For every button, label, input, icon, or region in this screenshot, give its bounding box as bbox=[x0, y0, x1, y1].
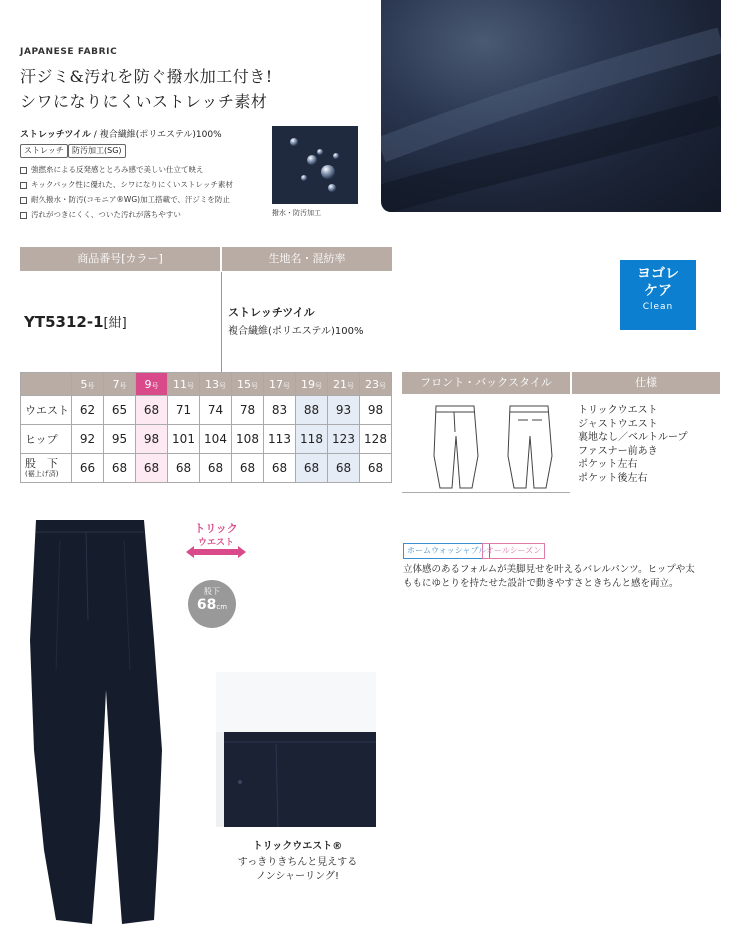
pants-sketches bbox=[402, 396, 570, 493]
size-cell: 68 bbox=[264, 454, 296, 483]
size-row bbox=[21, 425, 392, 454]
size-cell: 68 bbox=[136, 396, 168, 425]
size-cell: 104 bbox=[200, 425, 232, 454]
size-row bbox=[21, 396, 392, 425]
size-cell: 66 bbox=[72, 454, 104, 483]
waist-detail-photo bbox=[216, 672, 376, 827]
trick-logo-line2: ウエスト bbox=[197, 538, 235, 548]
size-table bbox=[20, 372, 392, 483]
water-drop-image bbox=[272, 126, 358, 204]
size-cell: 95 bbox=[104, 425, 136, 454]
spec-item: トリックウエスト bbox=[578, 405, 658, 416]
clean-badge: ヨゴレ ケア Clean bbox=[620, 260, 696, 330]
spec-item: ジャストウエスト bbox=[578, 418, 658, 430]
divider bbox=[221, 272, 222, 372]
size-header-9: 9号 bbox=[136, 373, 168, 396]
product-description: 立体感のあるフォルムが美脚見せを叶えるバレルパンツ。ヒップや太ももにゆとりを持たせた設計で動きやすさときちんと感を両立。 bbox=[403, 564, 695, 589]
fabric-composition: 複合繊維(ポリエステル)100% bbox=[99, 130, 222, 140]
size-cell: 92 bbox=[72, 425, 104, 454]
size-cell: 68 bbox=[168, 454, 200, 483]
size-cell: 68 bbox=[328, 454, 360, 483]
feature-item: 強撚糸による反発感ととろみ感で美しい仕立て映え bbox=[20, 164, 204, 175]
size-cell: 108 bbox=[232, 425, 264, 454]
spec-list bbox=[578, 404, 688, 485]
size-cell: 128 bbox=[360, 425, 392, 454]
fabric-name: ストレッチツイル bbox=[20, 130, 91, 140]
size-cell: 71 bbox=[168, 396, 200, 425]
size-header-15: 15号 bbox=[232, 373, 264, 396]
size-cell: 68 bbox=[104, 454, 136, 483]
size-header-7: 7号 bbox=[104, 373, 136, 396]
size-row-sublabel: (裾上げ済) bbox=[25, 470, 59, 478]
trick-waist-caption-title: トリックウエスト® bbox=[252, 841, 343, 852]
pill-home-washable: ホームウォッシャブル bbox=[403, 543, 490, 559]
size-header-21: 21号 bbox=[328, 373, 360, 396]
product-color: [紺] bbox=[103, 316, 127, 331]
spec-item: ポケット後左右 bbox=[578, 472, 648, 484]
headline-line-1: 汗ジミ&汚れを防ぐ撥水加工付き! bbox=[20, 67, 273, 86]
tag-antifouling: 防汚加工(SG) bbox=[68, 144, 126, 158]
header-product-code: 商品番号[カラー] bbox=[20, 247, 220, 271]
size-cell: 68 bbox=[136, 454, 168, 483]
size-cell: 62 bbox=[72, 396, 104, 425]
size-header-5: 5号 bbox=[72, 373, 104, 396]
size-header-23: 23号 bbox=[360, 373, 392, 396]
size-row-label: ウエスト bbox=[21, 396, 72, 425]
size-cell: 83 bbox=[264, 396, 296, 425]
headline-line-2: シワになりにくいストレッチ素材 bbox=[20, 92, 268, 111]
size-header-11: 11号 bbox=[168, 373, 200, 396]
size-cell: 68 bbox=[360, 454, 392, 483]
product-fabric-composition: 複合繊維(ポリエステル)100% bbox=[228, 326, 364, 337]
size-header-17: 17号 bbox=[264, 373, 296, 396]
feature-item: キックバック性に優れた、シワになりにくいストレッチ素材 bbox=[20, 179, 233, 190]
size-row bbox=[21, 454, 392, 483]
brand-label: JAPANESE FABRIC bbox=[20, 47, 118, 57]
size-cell: 101 bbox=[168, 425, 200, 454]
header-spec: 仕様 bbox=[572, 372, 720, 394]
size-cell: 113 bbox=[264, 425, 296, 454]
size-cell: 93 bbox=[328, 396, 360, 425]
product-code: YT5312-1[紺] bbox=[24, 313, 127, 331]
header-style: フロント・バックスタイル bbox=[402, 372, 570, 394]
feature-item: 汚れがつきにくく、ついた汚れが落ちやすい bbox=[20, 209, 181, 220]
feature-item: 耐久撥水・防汚(コモニア®WG)加工搭載で、汗ジミを防止 bbox=[20, 194, 230, 205]
spec-item: ポケット左右 bbox=[578, 459, 638, 470]
size-cell: 123 bbox=[328, 425, 360, 454]
size-cell: 68 bbox=[232, 454, 264, 483]
size-cell: 88 bbox=[296, 396, 328, 425]
size-cell: 68 bbox=[200, 454, 232, 483]
spec-item: 裏地なし／ベルトループ bbox=[578, 432, 688, 443]
trick-waist-caption-desc: すっきりきちんと見えする ノンシャーリング! bbox=[237, 857, 358, 882]
size-header-19: 19号 bbox=[296, 373, 328, 396]
header-fabric: 生地名・混紡率 bbox=[222, 247, 392, 271]
product-fabric-name: ストレッチツイル bbox=[228, 306, 315, 319]
size-cell: 68 bbox=[296, 454, 328, 483]
pill-all-season: オールシーズン bbox=[482, 543, 545, 559]
size-cell: 65 bbox=[104, 396, 136, 425]
spec-item: ファスナー前あき bbox=[578, 445, 658, 457]
size-cell: 118 bbox=[296, 425, 328, 454]
trick-logo-line1: トリック bbox=[194, 522, 238, 535]
fabric-spec: ストレッチツイル / 複合繊維(ポリエステル)100% bbox=[20, 130, 222, 140]
size-header-13: 13号 bbox=[200, 373, 232, 396]
size-cell: 74 bbox=[200, 396, 232, 425]
pants-photo bbox=[26, 520, 194, 925]
size-cell: 78 bbox=[232, 396, 264, 425]
size-cell: 98 bbox=[136, 425, 168, 454]
size-row-label: 股 下 (裾上げ済) bbox=[21, 454, 72, 483]
tag-stretch: ストレッチ bbox=[20, 144, 68, 158]
size-row-label: ヒップ bbox=[21, 425, 72, 454]
fabric-swatch-image bbox=[381, 0, 721, 212]
trick-waist-logo bbox=[184, 518, 248, 568]
inseam-badge: 股下 68cm bbox=[188, 580, 236, 628]
size-cell: 98 bbox=[360, 396, 392, 425]
water-drop-caption: 撥水・防汚加工 bbox=[272, 209, 321, 217]
size-header-blank bbox=[21, 373, 72, 396]
